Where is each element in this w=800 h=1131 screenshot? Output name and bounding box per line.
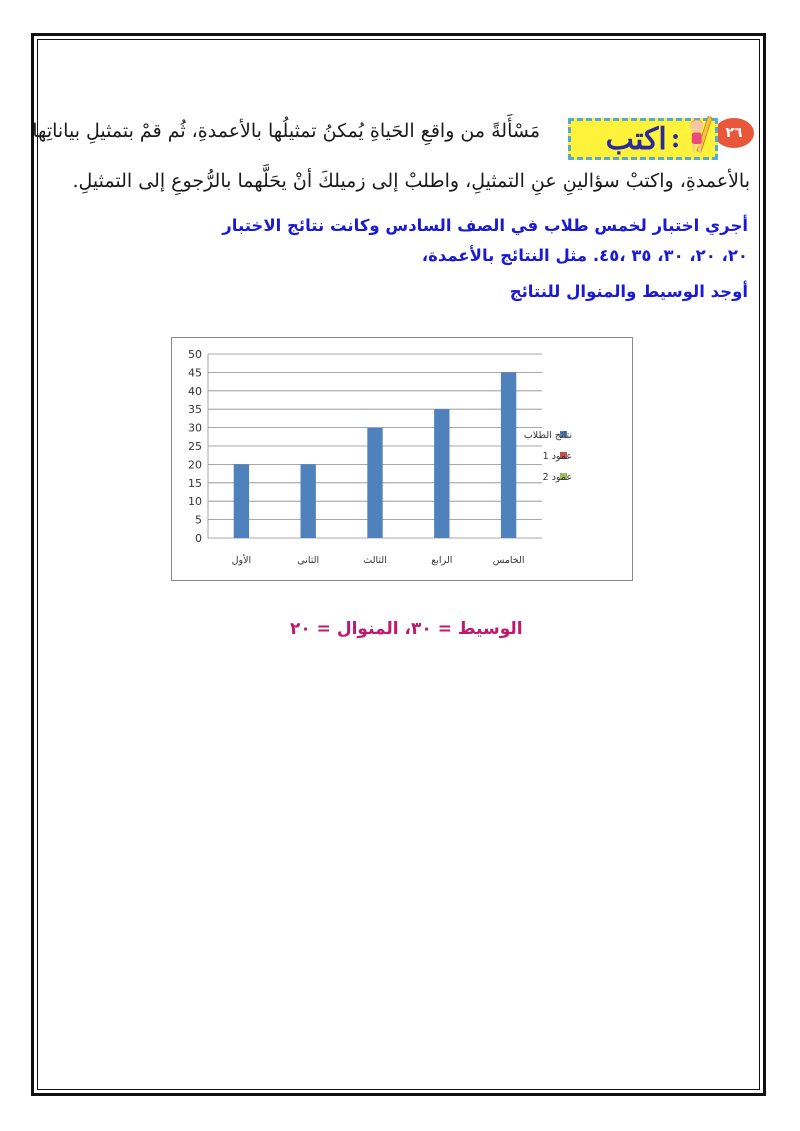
solution-line-1: أجري اختبار لخمس طلاب في الصف السادس وكانت نتائج الاختبار [222,216,748,235]
y-tick-label: 5 [195,513,202,527]
solution-line-3: أوجد الوسيط والمنوال للنتائج [509,282,748,301]
bar-chart [171,337,633,581]
write-label: اكتب [605,121,667,157]
problem-text-line-1: مَسْأَلةً من واقعِ الحَياةِ يُمكنُ تمثيلُها بالأعمدةِ، ثُم قمْ بتمثيلِ بياناتِها [32,120,540,142]
bar [501,372,516,538]
problem-text-line-2: بالأعمدةِ، واكتبْ سؤالينِ عنِ التمثيلِ، واطلبْ إلى زميلكَ أنْ يحَلَّهما بالرُّجوعِ إلى التمثيلِ. [72,170,750,192]
y-tick-label: 25 [188,440,202,453]
pencil-girl-icon [686,114,714,156]
bar [434,409,449,538]
y-tick-label: 45 [188,366,202,380]
write-label-colon: : [670,124,681,154]
bar-chart-canvas [172,338,634,582]
legend-label: نتائج الطلاب [523,430,572,441]
y-tick-label: 40 [188,384,202,398]
answer-text: الوسيط = ٣٠، المنوال = ٢٠ [290,619,523,639]
legend-label: عمود 1 [542,451,572,462]
y-tick-label: 20 [188,458,202,472]
bar [367,428,382,538]
x-category-label: الخامس [492,555,525,566]
problem-number-badge: ٢٦ [714,118,754,148]
bar [301,464,316,538]
y-tick-label: 30 [188,421,202,435]
x-category-label: الثالث [363,555,387,566]
y-tick-label: 15 [188,476,202,490]
bar [234,464,249,538]
legend-label: عمود 2 [542,472,572,483]
y-tick-label: 35 [188,403,202,417]
x-category-label: الرابع [431,555,453,566]
y-tick-label: 50 [188,348,202,361]
y-tick-label: 0 [195,532,202,545]
solution-line-2: ٢٠، ٢٠، ٣٠، ٣٥ ،٤٥. مثل النتائج بالأعمدة، [421,246,748,265]
y-tick-label: 10 [188,495,202,509]
x-category-label: الأول [231,555,252,566]
x-category-label: الثاني [297,555,320,566]
